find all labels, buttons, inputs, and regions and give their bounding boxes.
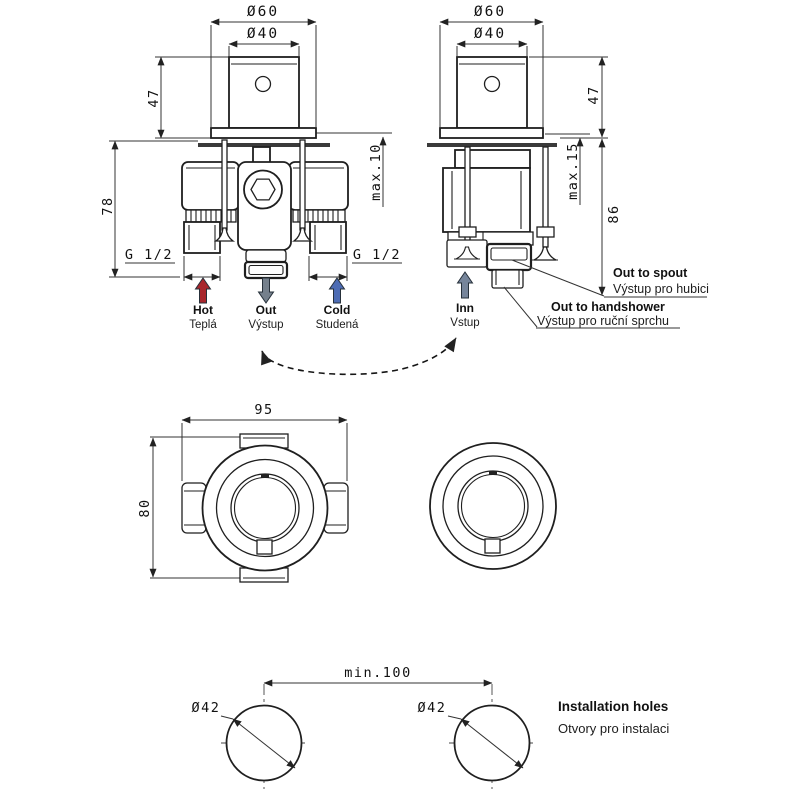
out-label-en: Out <box>255 303 277 317</box>
top-width-dim: 95 <box>254 402 274 418</box>
hot-label-en: Hot <box>193 303 213 317</box>
handshower-callout-en: Out to handshower <box>551 300 665 314</box>
side-total-depth-dim: 86 <box>606 204 622 224</box>
side-dia-inner-dim: Ø40 <box>473 26 507 42</box>
front-thread-right-label: G 1/2 <box>352 247 402 263</box>
hole-left-dia-dim: Ø42 <box>191 700 221 716</box>
top-height-dim: 80 <box>137 498 153 518</box>
front-handle-height-dim: 47 <box>146 88 162 108</box>
installation-label-en: Installation holes <box>558 699 669 714</box>
inn-label-cz: Vstup <box>450 317 480 329</box>
side-max-wall-dim: max.15 <box>565 142 581 200</box>
front-thread-left-label: G 1/2 <box>124 247 174 263</box>
side-wall-line <box>427 143 557 147</box>
spout-callout-en: Out to spout <box>613 266 688 280</box>
hole-right-dia-dim: Ø42 <box>417 700 447 716</box>
top-view-right <box>430 443 556 569</box>
top-view-right-geometry <box>430 443 556 569</box>
front-dia-inner-dim: Ø40 <box>246 26 280 42</box>
side-handle-height-dim: 47 <box>586 85 602 105</box>
cold-label-cz: Studená <box>315 319 359 331</box>
hole-spacing-dim: min.100 <box>344 665 412 681</box>
inn-label-en: Inn <box>456 301 474 315</box>
front-max-wall-dim: max.10 <box>368 143 384 201</box>
out-label-cz: Výstup <box>248 319 284 331</box>
hot-label-cz: Teplá <box>189 319 217 331</box>
installation-label-cz: Otvory pro instalaci <box>558 721 670 736</box>
cold-label-en: Cold <box>323 303 351 317</box>
front-body-height-dim: 78 <box>100 196 116 216</box>
front-dia-outer-dim: Ø60 <box>246 4 280 20</box>
handshower-callout-cz: Výstup pro ruční sprchu <box>537 314 670 328</box>
side-dia-outer-dim: Ø60 <box>473 4 507 20</box>
spout-callout-cz: Výstup pro hubici <box>613 282 709 296</box>
